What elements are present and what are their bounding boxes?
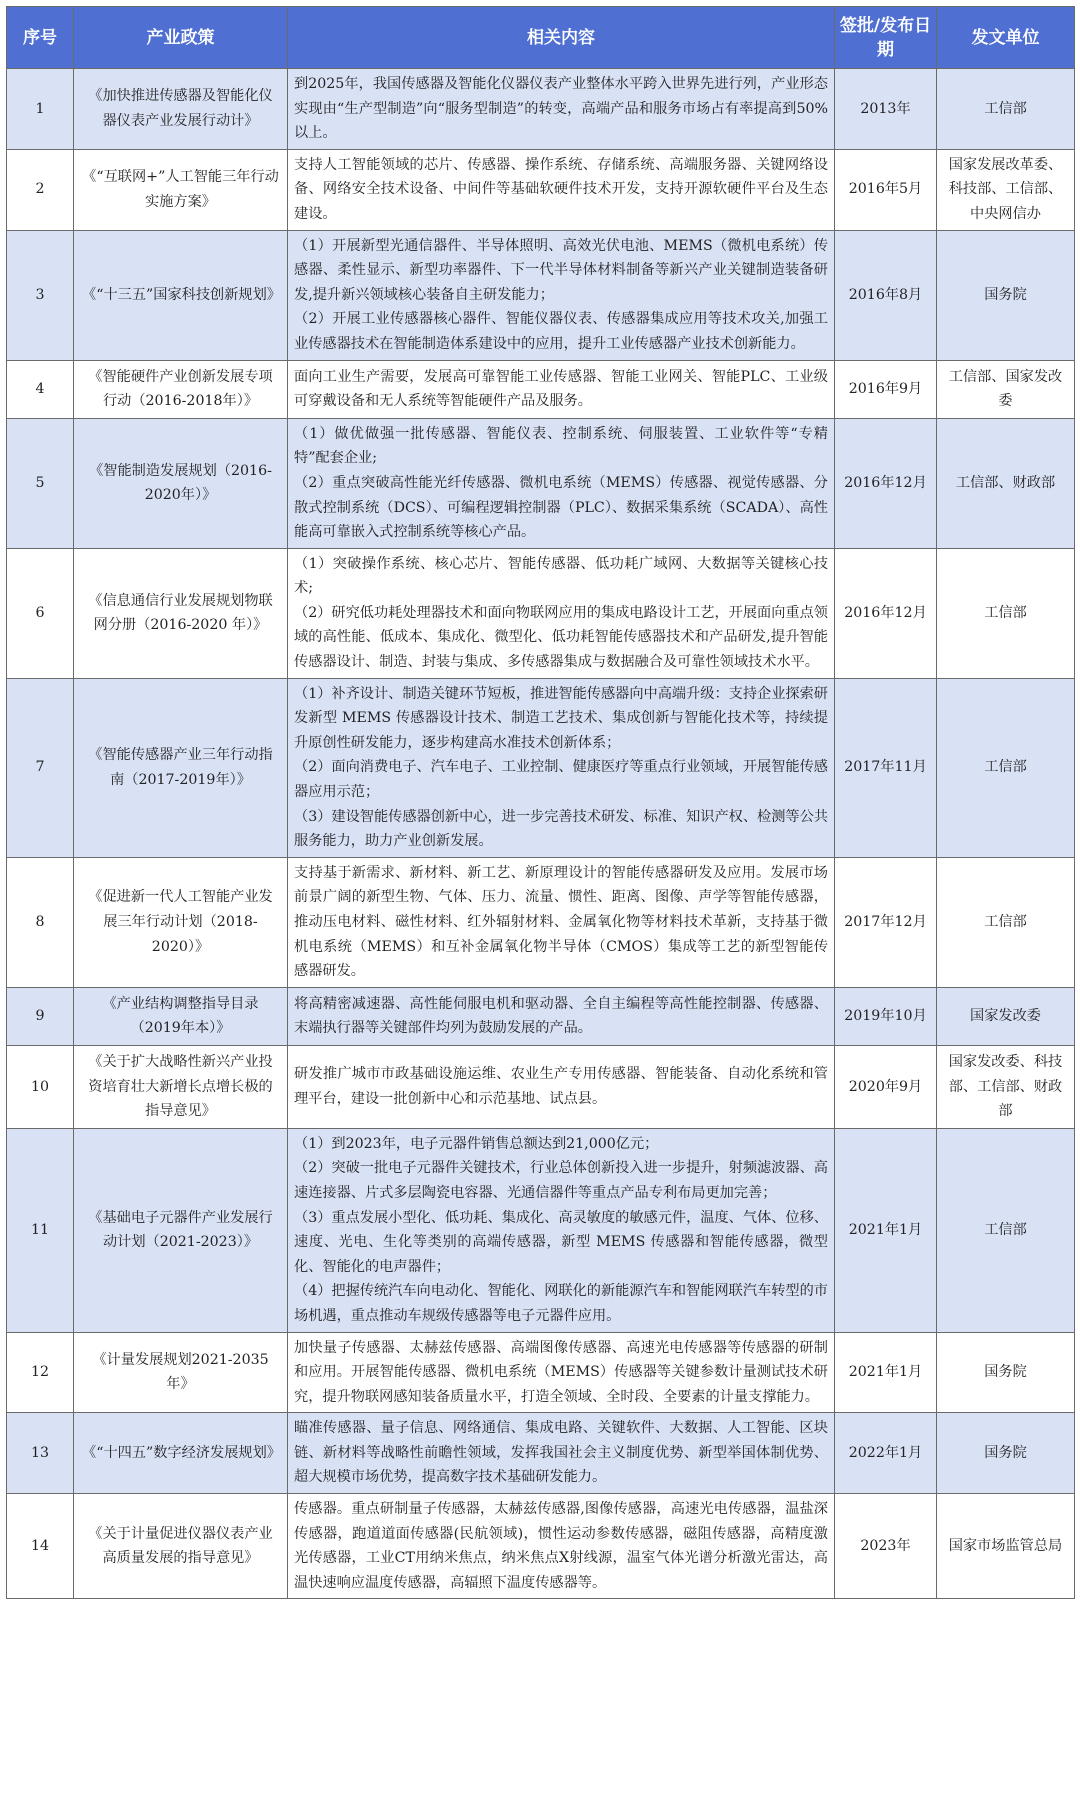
issue-date: 2016年8月 xyxy=(835,230,937,360)
issue-date: 2016年9月 xyxy=(835,360,937,418)
table-row xyxy=(7,230,1075,360)
policy-name: 《基础电子元器件产业发展行动计划（2021-2023）》 xyxy=(74,1128,288,1332)
issuing-authority: 国家发改委 xyxy=(937,987,1075,1045)
policy-content xyxy=(288,418,835,548)
row-number: 3 xyxy=(7,230,74,360)
content-paragraph: （2）突破一批电子元器件关键技术，行业总体创新投入进一步提升，射频滤波器、高速连接器、片式多层陶瓷电容器、光通信器件等重点产品专利布局更加完善； xyxy=(294,1160,828,1201)
table-body xyxy=(7,69,1075,1599)
policy-content xyxy=(288,1332,835,1413)
issue-date: 2023年 xyxy=(835,1494,937,1599)
issue-date: 2016年12月 xyxy=(835,418,937,548)
policy-content xyxy=(288,678,835,857)
policy-name: 《计量发展规划2021-2035年》 xyxy=(74,1332,288,1413)
policy-table xyxy=(6,6,1075,1599)
table-row xyxy=(7,360,1075,418)
row-number: 7 xyxy=(7,678,74,857)
table-row xyxy=(7,1494,1075,1599)
issuing-authority: 工信部 xyxy=(937,1128,1075,1332)
row-number: 5 xyxy=(7,418,74,548)
content-paragraph: 支持基于新需求、新材料、新工艺、新原理设计的智能传感器研发及应用。发展市场前景广阔的新型生物、气体、压力、流量、惯性、距离、图像、声学等智能传感器，推动压电材料、磁性材料、红外辐射材料、金属氧化物等材料技术革新，支持基于微机电系统（MEMS）和互补金属氧化物半导体（CMOS）集成等工艺的新型智能传感器研发。 xyxy=(294,864,828,980)
policy-name: 《智能制造发展规划（2016-2020年）》 xyxy=(74,418,288,548)
issuing-authority: 国家市场监管总局 xyxy=(937,1494,1075,1599)
header-policy: 产业政策 xyxy=(74,7,288,69)
issue-date: 2016年5月 xyxy=(835,149,937,230)
issue-date: 2021年1月 xyxy=(835,1332,937,1413)
content-paragraph: （3）建设智能传感器创新中心，进一步完善技术研发、标准、知识产权、检测等公共服务能力，助力产业创新发展。 xyxy=(294,808,828,850)
content-paragraph: （3）重点发展小型化、低功耗、集成化、高灵敏度的敏感元件，温度、气体、位移、速度、光电、生化等类别的高端传感器，新型 MEMS 传感器和智能传感器，微型化、智能化的电声器件； xyxy=(294,1209,828,1275)
policy-content xyxy=(288,1494,835,1599)
row-number: 12 xyxy=(7,1332,74,1413)
policy-name: 《促进新一代人工智能产业发展三年行动计划（2018-2020）》 xyxy=(74,857,288,987)
content-paragraph: （1）开展新型光通信器件、半导体照明、高效光伏电池、MEMS（微机电系统）传感器、柔性显示、新型功率器件、下一代半导体材料制备等新兴产业关键制造装备研发,提升新兴领域核心装备自主研发能力； xyxy=(294,237,828,303)
issuing-authority: 国务院 xyxy=(937,230,1075,360)
content-paragraph: 面向工业生产需要，发展高可靠智能工业传感器、智能工业网关、智能PLC、工业级可穿戴设备和无人系统等智能硬件产品及服务。 xyxy=(294,368,828,410)
content-paragraph: （2）研究低功耗处理器技术和面向物联网应用的集成电路设计工艺，开展面向重点领域的高性能、低成本、集成化、微型化、低功耗智能传感器技术和产品研发,提升智能传感器设计、制造、封装与集成、多传感器集成与数据融合及可靠性领域技术水平。 xyxy=(294,604,828,671)
issuing-authority: 国务院 xyxy=(937,1413,1075,1494)
policy-name: 《信息通信行业发展规划物联网分册（2016-2020 年）》 xyxy=(74,548,288,678)
row-number: 14 xyxy=(7,1494,74,1599)
policy-content xyxy=(288,987,835,1045)
issue-date: 2013年 xyxy=(835,69,937,150)
issuing-authority: 国务院 xyxy=(937,1332,1075,1413)
policy-name: 《关于扩大战略性新兴产业投资培育壮大新增长点增长极的指导意见》 xyxy=(74,1045,288,1128)
policy-name: 《“互联网+”人工智能三年行动实施方案》 xyxy=(74,149,288,230)
content-paragraph: 瞄准传感器、量子信息、网络通信、集成电路、关键软件、大数据、人工智能、区块链、新材料等战略性前瞻性领域，发挥我国社会主义制度优势、新型举国体制优势、超大规模市场优势，提高数字技术基础研发能力。 xyxy=(294,1420,828,1486)
table-row xyxy=(7,69,1075,150)
policy-content xyxy=(288,230,835,360)
row-number: 11 xyxy=(7,1128,74,1332)
content-paragraph: 研发推广城市市政基础设施运维、农业生产专用传感器、智能装备、自动化系统和管理平台，建设一批创新中心和示范基地、试点县。 xyxy=(294,1066,828,1107)
header-date: 签批/发布日期 xyxy=(835,7,937,69)
content-paragraph: （1）到2023年，电子元器件销售总额达到21,000亿元； xyxy=(294,1135,659,1152)
policy-content xyxy=(288,360,835,418)
policy-name: 《产业结构调整指导目录（2019年本）》 xyxy=(74,987,288,1045)
issue-date: 2020年9月 xyxy=(835,1045,937,1128)
table-row xyxy=(7,678,1075,857)
policy-name: 《加快推进传感器及智能化仪器仪表产业发展行动计》 xyxy=(74,69,288,150)
policy-content xyxy=(288,1045,835,1128)
issuing-authority: 国家发展改革委、科技部、工信部、中央网信办 xyxy=(937,149,1075,230)
issuing-authority: 工信部、财政部 xyxy=(937,418,1075,548)
issue-date: 2017年11月 xyxy=(835,678,937,857)
row-number: 13 xyxy=(7,1413,74,1494)
content-paragraph: 将高精密减速器、高性能伺服电机和驱动器、全自主编程等高性能控制器、传感器、末端执行器等关键部件均列为鼓励发展的产品。 xyxy=(294,995,828,1037)
header-row xyxy=(7,7,1075,69)
issue-date: 2022年1月 xyxy=(835,1413,937,1494)
table-row xyxy=(7,1045,1075,1128)
issue-date: 2017年12月 xyxy=(835,857,937,987)
issuing-authority: 工信部 xyxy=(937,857,1075,987)
policy-content xyxy=(288,69,835,150)
policy-name: 《智能传感器产业三年行动指南（2017-2019年）》 xyxy=(74,678,288,857)
issuing-authority: 工信部 xyxy=(937,69,1075,150)
row-number: 2 xyxy=(7,149,74,230)
table-row xyxy=(7,418,1075,548)
issue-date: 2019年10月 xyxy=(835,987,937,1045)
row-number: 1 xyxy=(7,69,74,150)
policy-name: 《智能硬件产业创新发展专项行动（2016-2018年）》 xyxy=(74,360,288,418)
table-row xyxy=(7,1128,1075,1332)
table-row xyxy=(7,149,1075,230)
issue-date: 2021年1月 xyxy=(835,1128,937,1332)
policy-name: 《“十四五”数字经济发展规划》 xyxy=(74,1413,288,1494)
header-content: 相关内容 xyxy=(288,7,835,69)
header-no: 序号 xyxy=(7,7,74,69)
issuing-authority: 工信部 xyxy=(937,548,1075,678)
policy-content xyxy=(288,149,835,230)
table-row xyxy=(7,1413,1075,1494)
content-paragraph: 传感器。重点研制量子传感器，太赫兹传感器,图像传感器，高速光电传感器，温盐深传感器，跑道道面传感器(民航领域)，惯性运动参数传感器，磁阻传感器，高精度激光传感器，工业CT用纳米焦点，纳米焦点X射线源，温室气体光谱分析激光雷达，高温快速响应温度传感器，高辐照下温度传感器等。 xyxy=(294,1501,828,1591)
policy-content xyxy=(288,548,835,678)
policy-name: 《关于计量促进仪器仪表产业高质量发展的指导意见》 xyxy=(74,1494,288,1599)
content-paragraph: （1）突破操作系统、核心芯片、智能传感器、低功耗广域网、大数据等关键核心技术; xyxy=(294,555,828,597)
table-row xyxy=(7,857,1075,987)
row-number: 10 xyxy=(7,1045,74,1128)
content-paragraph: （1）做优做强一批传感器、智能仪表、控制系统、伺服装置、工业软件等“专精特”配套企业; xyxy=(294,425,828,467)
content-paragraph: 支持人工智能领域的芯片、传感器、操作系统、存储系统、高端服务器、关键网络设备、网络安全技术设备、中间件等基础软硬件技术开发，支持开源软硬件平台及生态建设。 xyxy=(294,156,828,222)
policy-content xyxy=(288,1413,835,1494)
policy-content xyxy=(288,857,835,987)
row-number: 6 xyxy=(7,548,74,678)
issuing-authority: 工信部、国家发改委 xyxy=(937,360,1075,418)
table-row xyxy=(7,1332,1075,1413)
header-issuer: 发文单位 xyxy=(937,7,1075,69)
content-paragraph: （1）补齐设计、制造关键环节短板，推进智能传感器向中高端升级：支持企业探索研发新型 MEMS 传感器设计技术、制造工艺技术、集成创新与智能化技术等，持续提升原创性研发能力，逐步构建高水准技术创新体系； xyxy=(294,685,828,751)
policy-name: 《“十三五”国家科技创新规划》 xyxy=(74,230,288,360)
row-number: 9 xyxy=(7,987,74,1045)
issue-date: 2016年12月 xyxy=(835,548,937,678)
content-paragraph: （4）把握传统汽车向电动化、智能化、网联化的新能源汽车和智能网联汽车转型的市场机遇，重点推动车规级传感器等电子元器件应用。 xyxy=(294,1283,828,1324)
content-paragraph: （2）重点突破高性能光纤传感器、微机电系统（MEMS）传感器、视觉传感器、分散式控制系统（DCS）、可编程逻辑控制器（PLC）、数据采集系统（SCADA）、高性能高可靠嵌入式控制系统等核心产品。 xyxy=(294,474,828,541)
row-number: 8 xyxy=(7,857,74,987)
content-paragraph: （2）面向消费电子、汽车电子、工业控制、健康医疗等重点行业领域，开展智能传感器应用示范； xyxy=(294,759,828,801)
policy-content xyxy=(288,1128,835,1332)
content-paragraph: 加快量子传感器、太赫兹传感器、高端图像传感器、高速光电传感器等传感器的研制和应用。开展智能传感器、微机电系统（MEMS）传感器等关键参数计量测试技术研究，提升物联网感知装备质量水平，打造全领域、全时段、全要素的计量支撑能力。 xyxy=(294,1339,828,1405)
content-paragraph: （2）开展工业传感器核心器件、智能仪器仪表、传感器集成应用等技术攻关,加强工业传感器技术在智能制造体系建设中的应用，提升工业传感器产业技术创新能力。 xyxy=(294,311,828,352)
table-row xyxy=(7,548,1075,678)
table-header xyxy=(7,7,1075,69)
content-paragraph: 到2025年，我国传感器及智能化仪器仪表产业整体水平跨入世界先进行列，产业形态实现由“生产型制造”向“服务型制造”的转变，高端产品和服务市场占有率提高到50%以上。 xyxy=(294,76,828,142)
table-row xyxy=(7,987,1075,1045)
issuing-authority: 工信部 xyxy=(937,678,1075,857)
issuing-authority: 国家发改委、科技部、工信部、财政部 xyxy=(937,1045,1075,1128)
row-number: 4 xyxy=(7,360,74,418)
